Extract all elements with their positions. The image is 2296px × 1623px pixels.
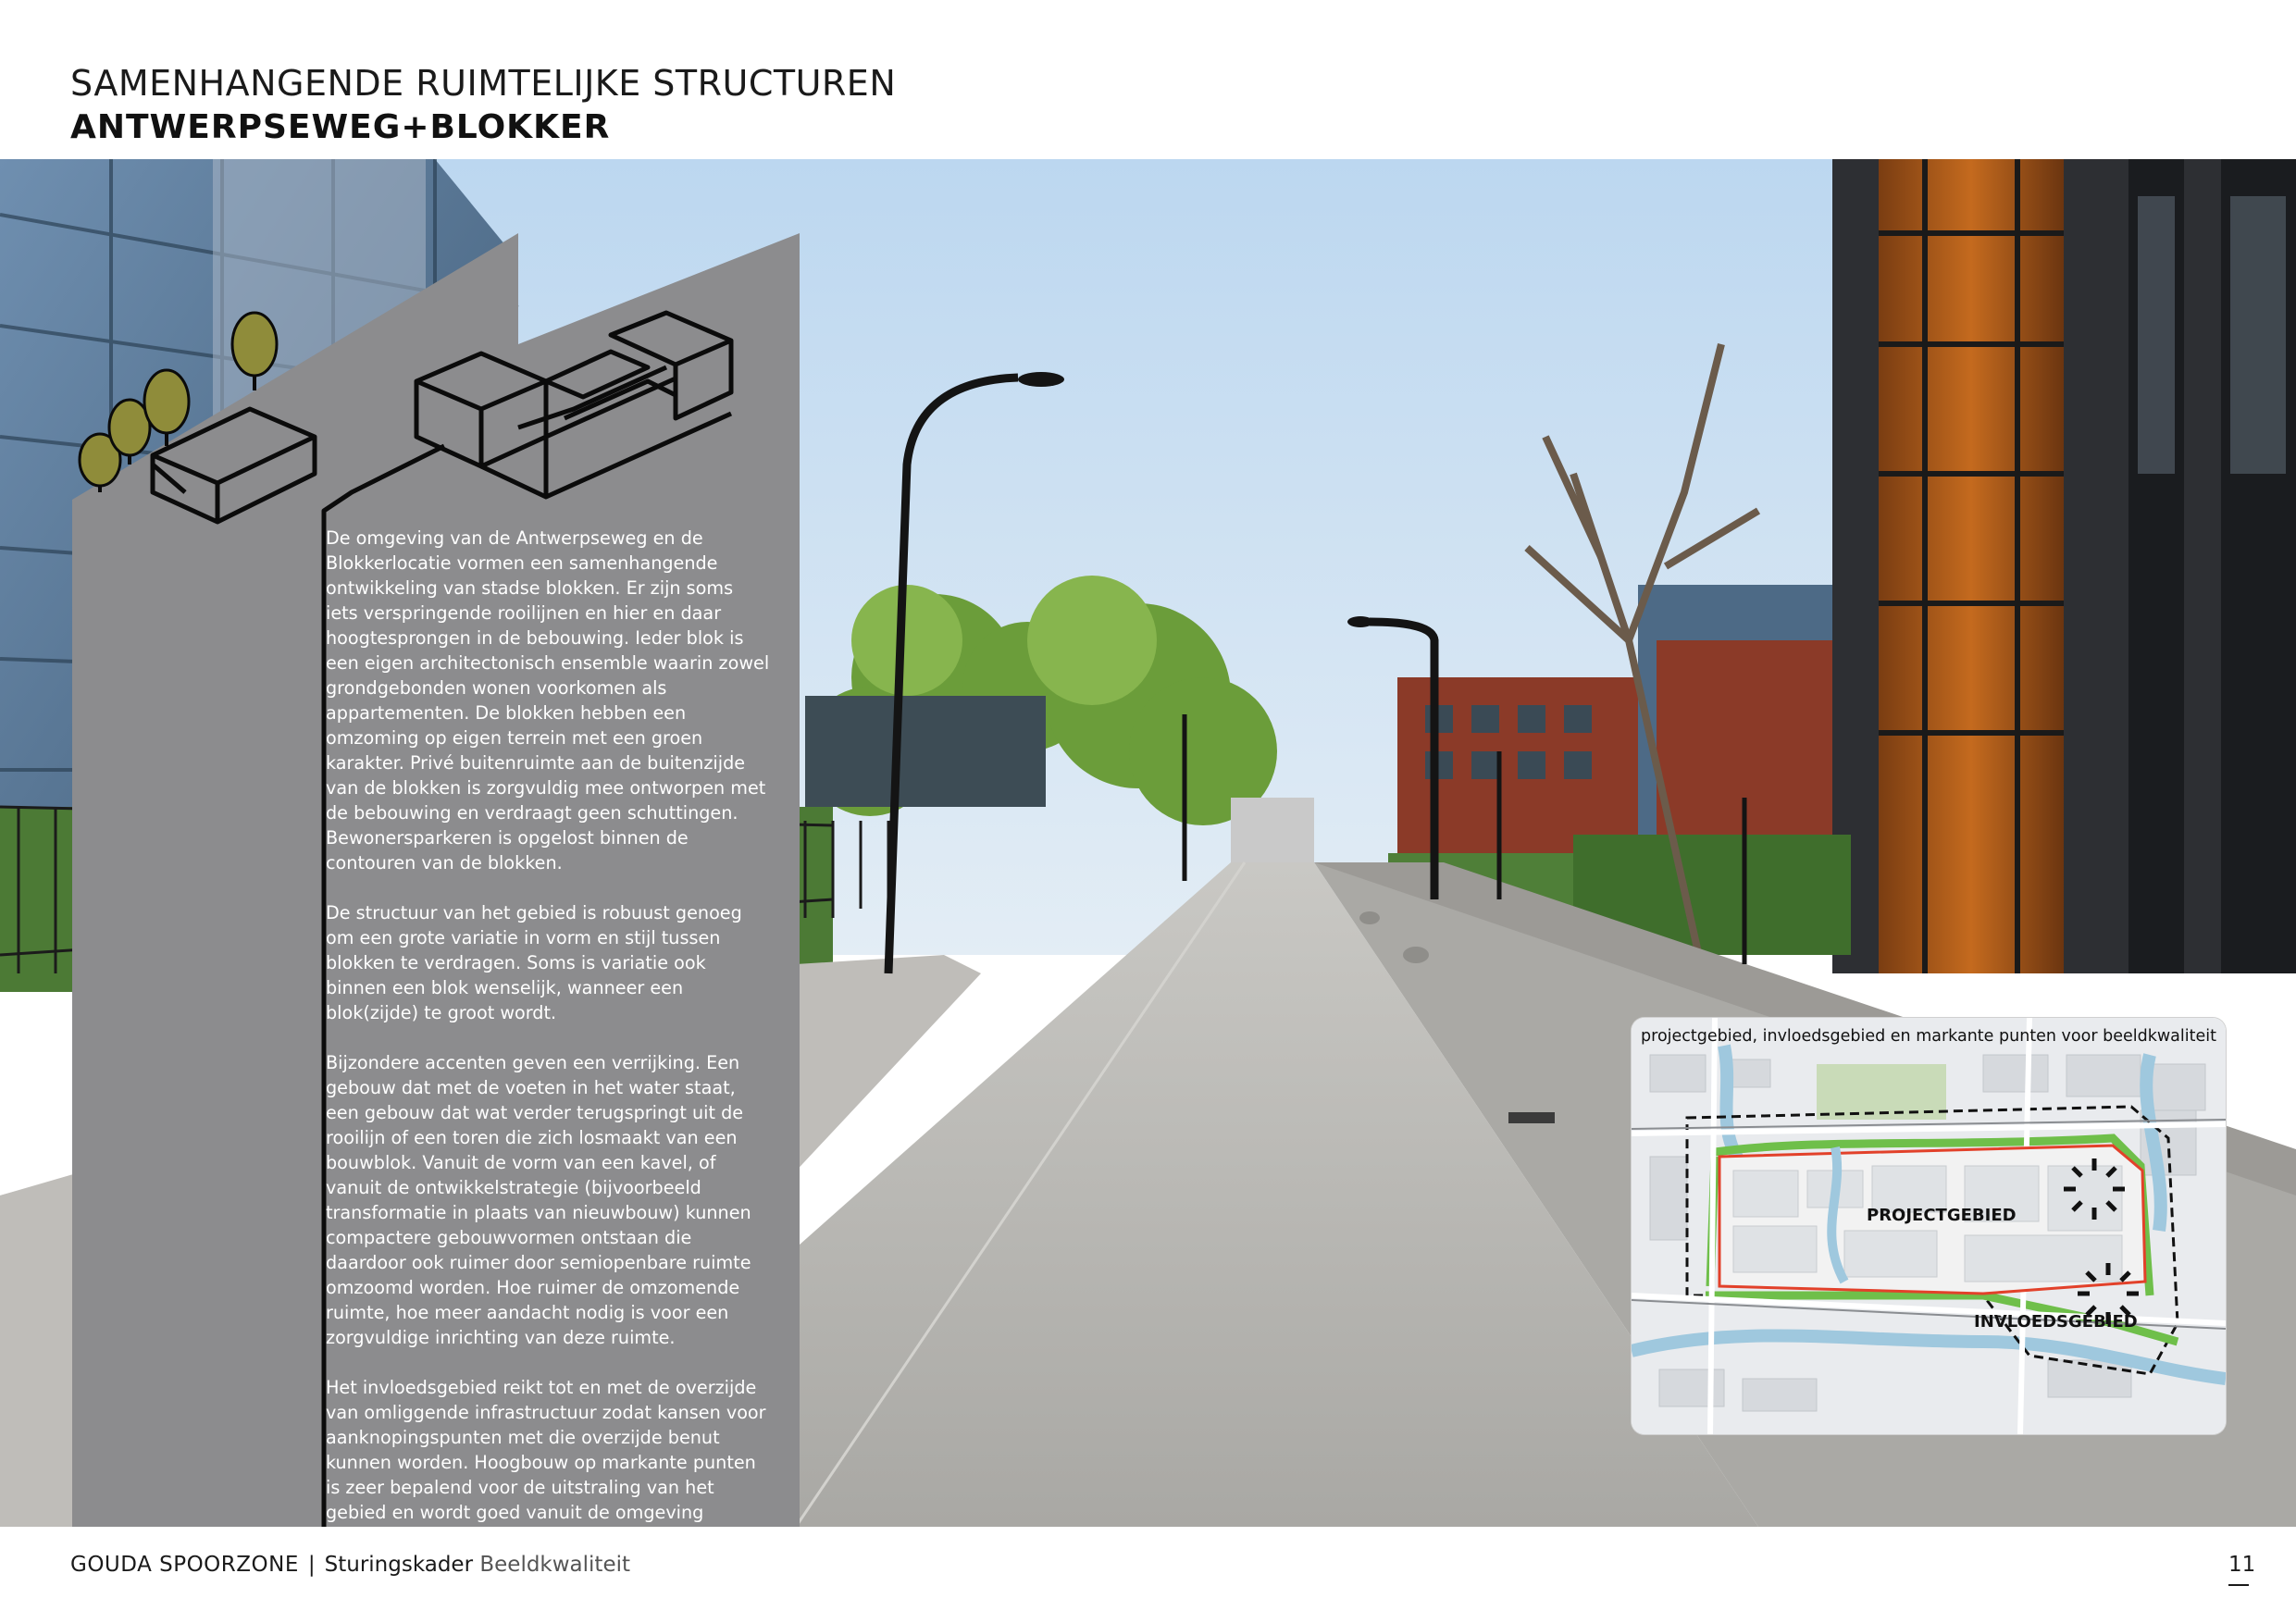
body-paragraph-4: Het invloedsgebied reikt tot en met de overzijde van omliggende infrastructuur zodat kansen voor aanknopingspunten met die overzijde benut kunnen worden. Hoogbouw op markante punten is zeer bepalend voor de uitstraling van het gebied en wordt goed vanuit de omgeving onderzocht.	[326, 1377, 766, 1548]
body-text	[326, 526, 770, 1575]
footer-brand: GOUDA SPOORZONE	[70, 1553, 299, 1577]
page-header	[70, 61, 896, 150]
map-caption: projectgebied, invloedsgebied en markante punten voor beeldkwaliteit	[1641, 1027, 2216, 1046]
footer-separator: |	[307, 1553, 316, 1577]
page-title: SAMENHANGENDE RUIMTELIJKE STRUCTUREN	[70, 63, 897, 104]
footer-subject: Beeldkwaliteit	[479, 1553, 631, 1577]
area-map	[1632, 1018, 2226, 1434]
body-paragraph-2: De structuur van het gebied is robuust genoeg om een grote variatie in vorm en stijl tussen blokken te verdragen. Soms is variatie ook binnen een blok wenselijk, wanneer een blok(zijde) te groot wordt.	[326, 902, 742, 1023]
footer-doc: Sturingskader	[324, 1553, 474, 1577]
map-label-projectgebied: PROJECTGEBIED	[1867, 1206, 2017, 1225]
page-subtitle: ANTWERPSEWEG+BLOKKER	[70, 108, 611, 146]
page-footer	[70, 1553, 630, 1577]
body-paragraph-3: Bijzondere accenten geven een verrijking. Een gebouw dat met de voeten in het water staat, een gebouw dat wat verder terugspringt uit de rooilijn of een toren die zich losmaakt van een bouwblok. Vanuit de vorm van een kavel, of vanuit de ontwikkelstrategie (bijvoorbeeld transformatie in plaats van nieuwbouw) kunnen compactere gebouwvormen ontstaan die daardoor ook ruimer door semiopenbare ruimte omzoomd worden. Hoe ruimer de omzomende ruimte, hoe meer aandacht nodig is voor een zorgvuldige inrichting van deze ruimte.	[326, 1052, 751, 1348]
map-label-invloedsgebied: INVLOEDSGEBIED	[1974, 1312, 2138, 1332]
area-map-illustration	[1632, 1018, 2226, 1434]
page-number: 11	[2228, 1553, 2256, 1577]
body-paragraph-1: De omgeving van de Antwerpseweg en de Blokkerlocatie vormen een samenhangende ontwikkeling van stadse blokken. Er zijn soms iets verspringende rooilijnen en hier en daar hoogtesprongen in de bebouwing. Ieder blok is een eigen architectonisch ensemble waarin zowel grondgebonden wonen voorkomen als appartementen. De blokken hebben een omzoming op eigen terrein met een groen karakter. Privé buitenruimte aan de buitenzijde van de blokken is zorgvuldig mee ontworpen met de bebouwing en verdraagt geen schuttingen. Bewonersparkeren is opgelost binnen de contouren van de blokken.	[326, 527, 770, 873]
page-number-underline	[2228, 1584, 2249, 1586]
